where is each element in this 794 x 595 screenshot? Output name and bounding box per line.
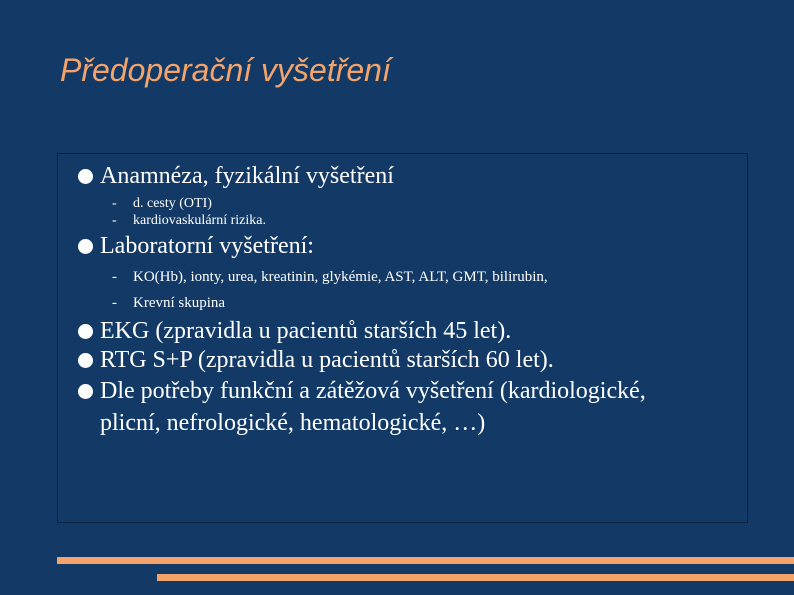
bullet-dot-icon (78, 384, 93, 399)
bullet-dot-icon (78, 353, 93, 368)
bullet-dot-icon (78, 169, 93, 184)
sub-bullet-text: kardiovaskulární rizika. (133, 213, 266, 228)
bullet-text-line-2: plicní, nefrologické, hematologické, …) (100, 410, 486, 436)
sub-bullet-text: KO(Hb), ionty, urea, kreatinin, glykémie, AST, ALT, GMT, bilirubin, (133, 269, 548, 285)
bullet-text: EKG (zpravidla u pacientů starších 45 let). (100, 318, 512, 344)
bullet-text: RTG S+P (zpravidla u pacientů starších 60 let). (100, 347, 554, 373)
bullet-dot-icon (78, 324, 93, 339)
bullet-dot-icon (78, 239, 93, 254)
dash-icon: - (112, 196, 117, 211)
accent-bar-bottom (157, 574, 794, 581)
dash-icon: - (112, 269, 117, 285)
accent-bar-top (57, 557, 794, 564)
slide-title: Předoperační vyšetření (60, 52, 391, 88)
sub-bullet-text: Krevní skupina (133, 295, 226, 311)
sub-bullet-text: d. cesty (OTI) (133, 196, 212, 211)
bullet-text: Laboratorní vyšetření: (100, 233, 314, 259)
bullet-text-line-1: Dle potřeby funkční a zátěžová vyšetření (kardiologické, (100, 378, 646, 404)
dash-icon: - (112, 295, 117, 311)
dash-icon: - (112, 213, 117, 228)
bullet-text: Anamnéza, fyzikální vyšetření (100, 163, 394, 189)
